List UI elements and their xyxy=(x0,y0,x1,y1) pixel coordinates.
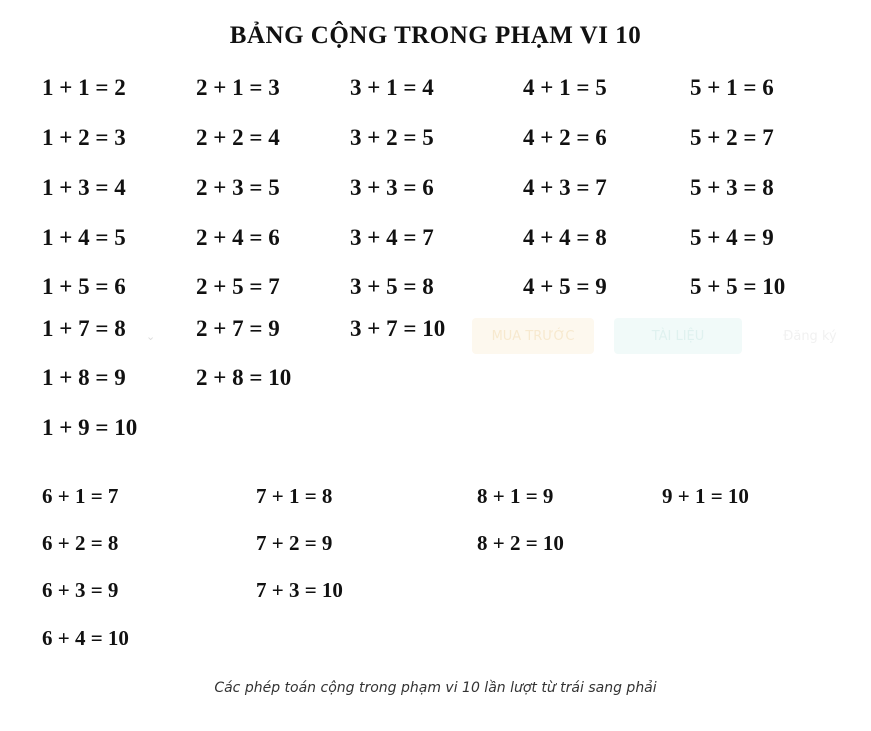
equation: 3 + 3 = 6 xyxy=(350,175,434,200)
equation: 2 + 5 = 7 xyxy=(196,274,280,299)
equation: 2 + 2 = 4 xyxy=(196,125,280,150)
equation: 6 + 3 = 9 xyxy=(42,578,119,602)
equation: 1 + 2 = 3 xyxy=(42,125,126,150)
equation: 3 + 1 = 4 xyxy=(350,75,434,100)
equation: 2 + 4 = 6 xyxy=(196,225,280,250)
ghost-button-primary[interactable]: MUA TRƯỚC xyxy=(472,318,594,354)
equation: 3 + 2 = 5 xyxy=(350,125,434,150)
ghost-button-secondary[interactable]: TÀI LIỆU xyxy=(614,318,742,354)
equation: 2 + 1 = 3 xyxy=(196,75,280,100)
equation: 5 + 4 = 9 xyxy=(690,225,774,250)
equation: 9 + 1 = 10 xyxy=(662,484,749,508)
equation: 1 + 9 = 10 xyxy=(42,415,138,440)
equation: 8 + 1 = 9 xyxy=(477,484,554,508)
chevron-down-icon: ⌄ xyxy=(146,330,156,343)
equation: 1 + 4 = 5 xyxy=(42,225,126,250)
equation: 6 + 4 = 10 xyxy=(42,626,129,650)
equation: 3 + 5 = 8 xyxy=(350,274,434,299)
ghost-link[interactable]: Đăng ký xyxy=(783,328,837,344)
equation: 4 + 2 = 6 xyxy=(523,125,607,150)
equation: 4 + 1 = 5 xyxy=(523,75,607,100)
equation: 1 + 3 = 4 xyxy=(42,175,126,200)
equation: 7 + 2 = 9 xyxy=(256,531,333,555)
equation: 2 + 3 = 5 xyxy=(196,175,280,200)
equation: 1 + 1 = 2 xyxy=(42,75,126,100)
equation: 8 + 2 = 10 xyxy=(477,531,564,555)
equation: 5 + 2 = 7 xyxy=(690,125,774,150)
equation: 2 + 8 = 10 xyxy=(196,365,292,390)
equation: 1 + 5 = 6 xyxy=(42,274,126,299)
figure-caption: Các phép toán cộng trong phạm vi 10 lần lượt từ trái sang phải xyxy=(214,680,657,696)
equation: 7 + 3 = 10 xyxy=(256,578,343,602)
equation: 4 + 4 = 8 xyxy=(523,225,607,250)
equation: 3 + 4 = 7 xyxy=(350,225,434,250)
equation: 5 + 3 = 8 xyxy=(690,175,774,200)
equation: 4 + 5 = 9 xyxy=(523,274,607,299)
equation: 5 + 5 = 10 xyxy=(690,274,786,299)
equation: 5 + 1 = 6 xyxy=(690,75,774,100)
equation: 3 + 7 = 10 xyxy=(350,316,446,341)
equation: 6 + 1 = 7 xyxy=(42,484,119,508)
equation: 6 + 2 = 8 xyxy=(42,531,119,555)
equation: 1 + 7 = 8 xyxy=(42,316,126,341)
equation: 1 + 8 = 9 xyxy=(42,365,126,390)
equation: 4 + 3 = 7 xyxy=(523,175,607,200)
equation: 2 + 7 = 9 xyxy=(196,316,280,341)
page-title: BẢNG CỘNG TRONG PHẠM VI 10 xyxy=(229,22,642,49)
equation: 7 + 1 = 8 xyxy=(256,484,333,508)
